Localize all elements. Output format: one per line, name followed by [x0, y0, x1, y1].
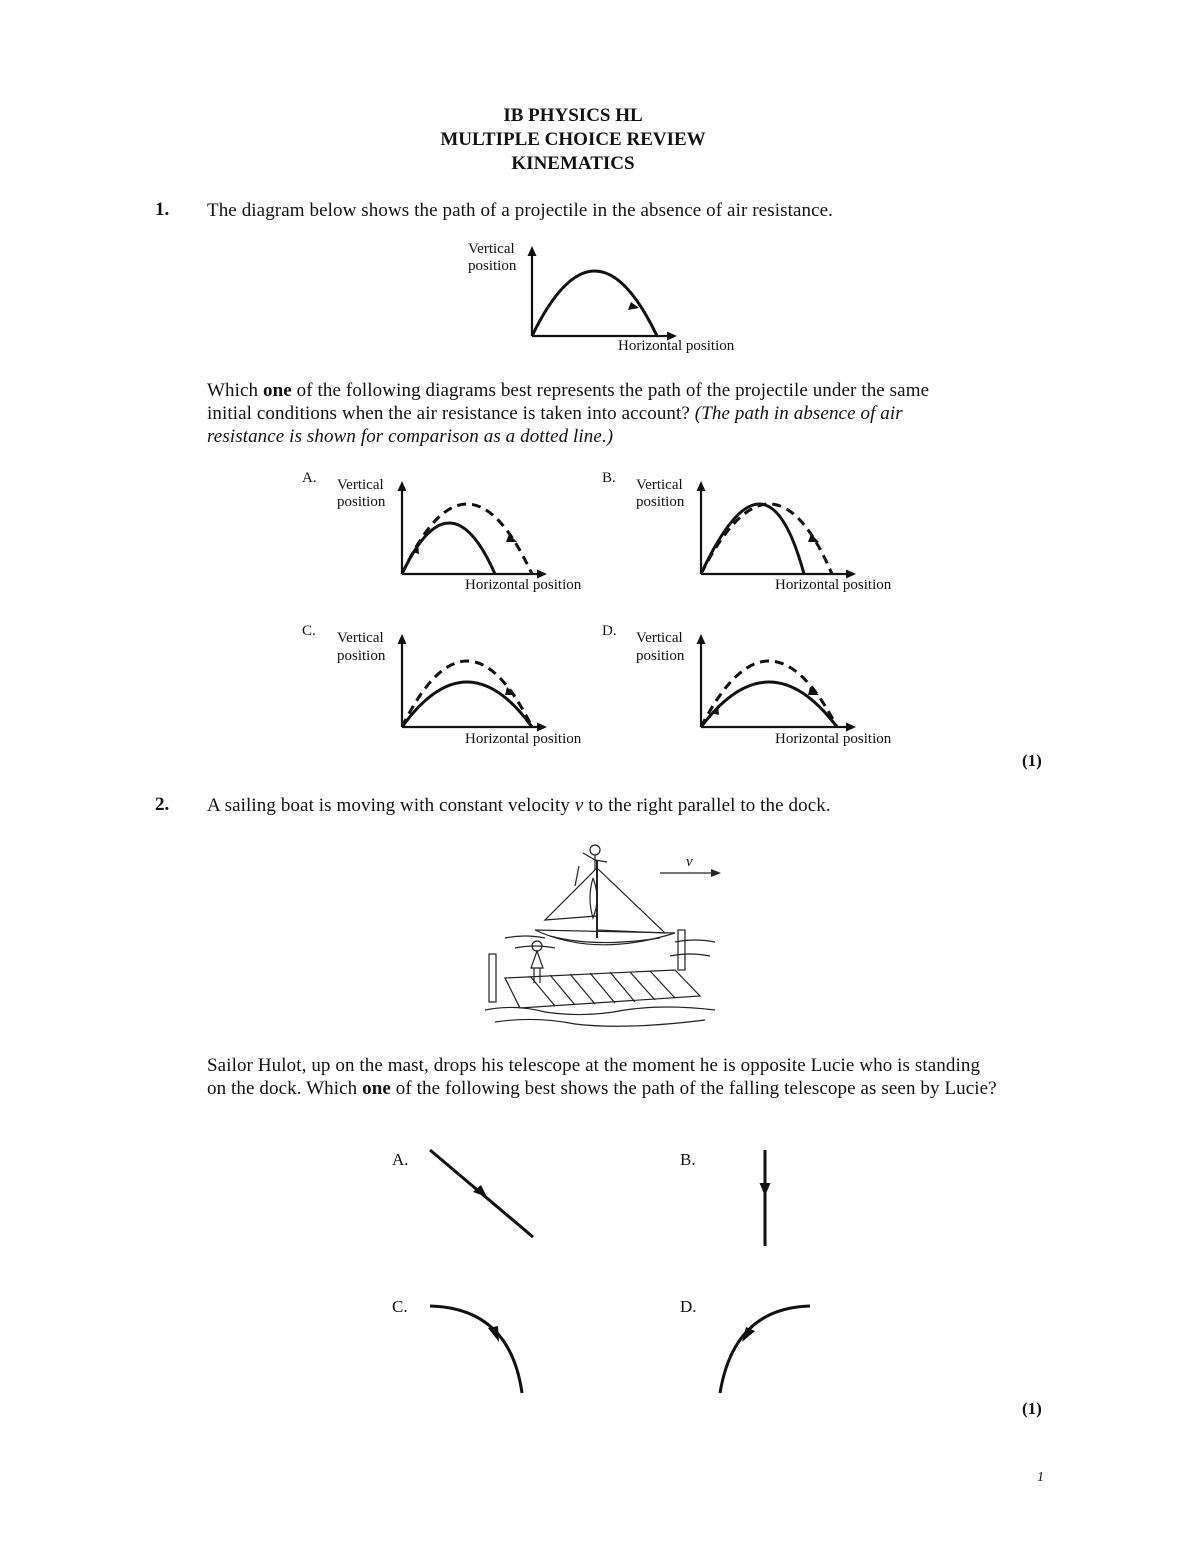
question-2-stem: A sailing boat is moving with constant velocity v to the right parallel to the dock.: [207, 795, 831, 816]
q1-option-c-ylabel-1: Vertical: [337, 630, 384, 646]
q1-option-c-xlabel: Horizontal position: [465, 731, 582, 747]
boat-velocity-label: v: [686, 854, 693, 870]
question-1-marks: (1): [1022, 751, 1042, 770]
q2-option-d-path[interactable]: [712, 1298, 817, 1396]
q1-fig-xlabel: Horizontal position: [618, 338, 735, 354]
q1-option-b-letter[interactable]: B.: [602, 470, 616, 486]
q1-option-a-graph[interactable]: [390, 478, 590, 578]
q1-option-b-graph[interactable]: [689, 478, 889, 578]
page-number: 1: [1037, 1470, 1044, 1485]
q2-option-a-path[interactable]: [425, 1145, 540, 1240]
q1-option-a-xlabel: Horizontal position: [465, 577, 582, 593]
title-line-1: IB PHYSICS HL: [503, 105, 643, 126]
q1-option-a-ylabel-2: position: [337, 494, 386, 510]
question-1-text: Which one of the following diagrams best represents the path of the projectile under the same initial conditions when the air resistance is taken into account? (The path in absence of air resistance is shown for comparison as a dotted line.): [207, 380, 930, 447]
question-2-marks: (1): [1022, 1399, 1042, 1418]
q2-option-c-letter[interactable]: C.: [392, 1297, 408, 1316]
q1-option-b-xlabel: Horizontal position: [775, 577, 892, 593]
q1-option-d-letter[interactable]: D.: [602, 623, 617, 639]
q1-fig-ylabel-2: position: [468, 258, 517, 274]
q1-trajectory-figure: [520, 244, 690, 344]
q1-option-c-letter[interactable]: C.: [302, 623, 316, 639]
q1-option-a-letter[interactable]: A.: [302, 470, 317, 486]
q1-option-d-ylabel-1: Vertical: [636, 630, 683, 646]
title-line-3: KINEMATICS: [511, 153, 635, 174]
q2-option-a-letter[interactable]: A.: [392, 1150, 409, 1169]
q2-option-d-letter[interactable]: D.: [680, 1297, 697, 1316]
q2-option-b-letter[interactable]: B.: [680, 1150, 696, 1169]
q1-option-d-xlabel: Horizontal position: [775, 731, 892, 747]
q1-option-c-ylabel-2: position: [337, 648, 386, 664]
question-1-number: 1.: [155, 199, 170, 220]
q2-option-b-path[interactable]: [750, 1148, 780, 1248]
q2-option-c-path[interactable]: [425, 1298, 535, 1396]
question-2-text: Sailor Hulot, up on the mast, drops his telescope at the moment he is opposite Lucie who is standing on the dock. Which one of the following best shows the path of the falling telescope as seen by Lucie?: [207, 1055, 997, 1099]
q1-option-a-ylabel-1: Vertical: [337, 477, 384, 493]
question-2-number: 2.: [155, 794, 170, 815]
title-line-2: MULTIPLE CHOICE REVIEW: [440, 129, 706, 150]
q1-option-d-graph[interactable]: [689, 631, 889, 731]
q1-option-b-ylabel-2: position: [636, 494, 685, 510]
q1-option-d-ylabel-2: position: [636, 648, 685, 664]
q1-fig-ylabel-1: Vertical: [468, 241, 515, 257]
sailing-boat-illustration: [475, 838, 735, 1033]
q1-option-c-graph[interactable]: [390, 631, 590, 731]
question-1-stem: The diagram below shows the path of a projectile in the absence of air resistance.: [207, 200, 833, 221]
q1-option-b-ylabel-1: Vertical: [636, 477, 683, 493]
